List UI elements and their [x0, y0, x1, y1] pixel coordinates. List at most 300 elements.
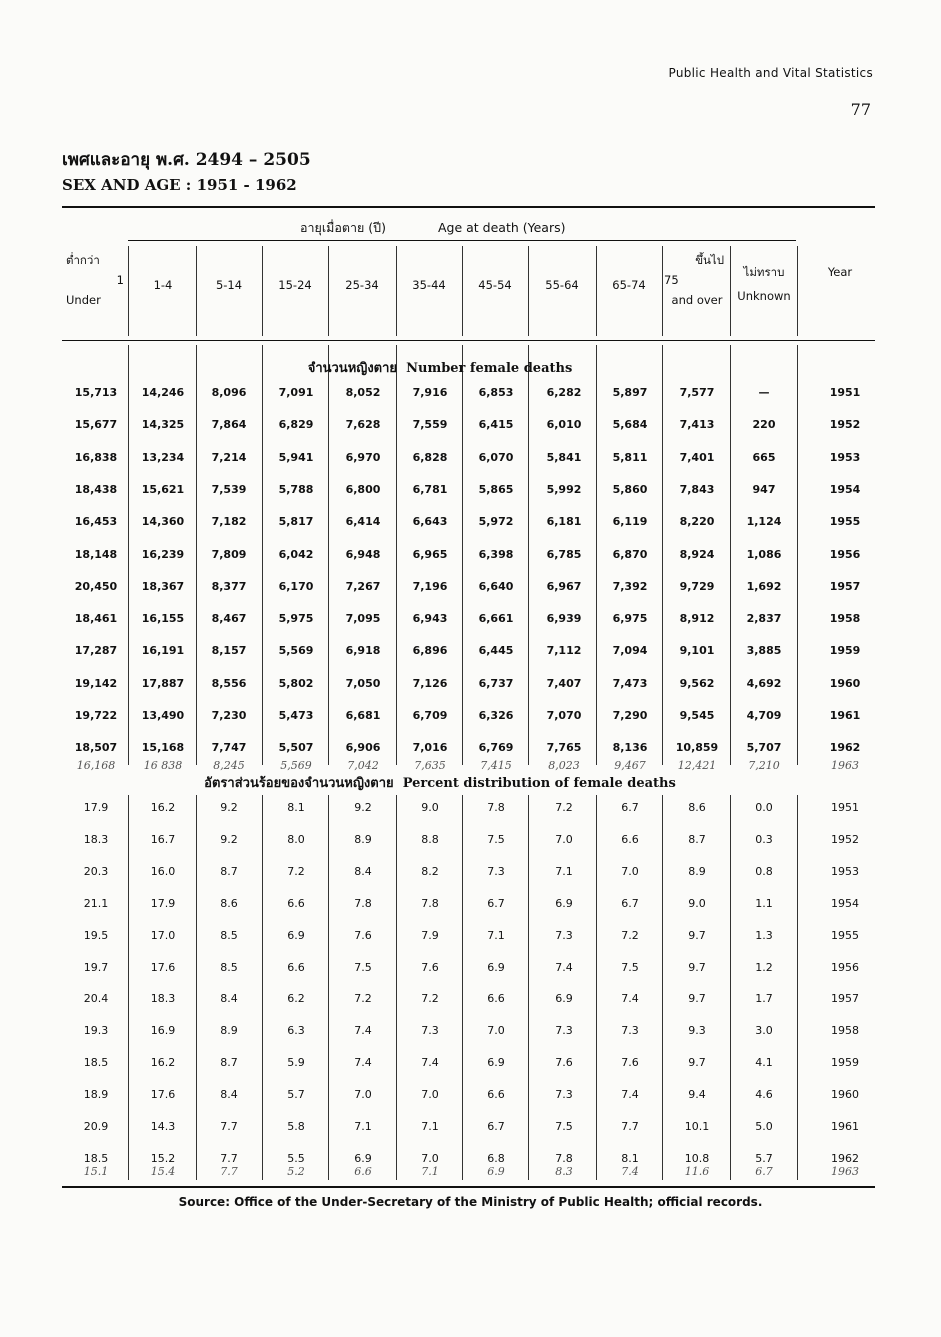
percent-row-cell: 17.6 — [150, 960, 176, 974]
percent-row-cell: 7.8 — [555, 1151, 573, 1165]
handwritten-percent-row-cell: 5.2 — [287, 1165, 305, 1178]
percent-row-cell: 0.0 — [755, 801, 773, 814]
number-row-cell: 6,737 — [478, 676, 514, 690]
number-row-cell: 6,965 — [412, 547, 448, 561]
number-row-cell: 9,545 — [679, 709, 715, 722]
column-header-5-14: 5-14 — [215, 278, 243, 292]
percent-row-cell: 7.1 — [555, 864, 573, 878]
number-row-cell: 8,052 — [345, 386, 381, 399]
column-separator — [328, 345, 329, 765]
percent-row-cell: 6.9 — [555, 896, 573, 910]
number-row-cell: 1952 — [829, 418, 861, 432]
percent-row-cell: 7.3 — [421, 1024, 439, 1038]
number-row-cell: 5,473 — [278, 709, 314, 722]
number-row-cell: 6,970 — [345, 450, 381, 464]
handwritten-number-row-cell: 7,635 — [414, 759, 446, 772]
number-row-cell: 6,975 — [612, 612, 648, 626]
number-row-cell: 15,677 — [74, 418, 118, 432]
percent-row-cell: 9.7 — [688, 960, 706, 974]
number-row-cell: 5,802 — [278, 676, 314, 690]
column-separator — [128, 345, 129, 765]
number-row-cell: 5,707 — [746, 741, 782, 755]
number-row-cell: 5,811 — [612, 450, 648, 464]
column-header-1-4: 1-4 — [153, 278, 173, 292]
percent-row-cell: 8.7 — [220, 1056, 238, 1070]
number-row-cell: 7,267 — [345, 579, 381, 593]
handwritten-number-row-cell: 8,023 — [548, 759, 580, 772]
percent-row-cell: 10.1 — [684, 1120, 710, 1133]
percent-row-cell: 15.2 — [150, 1151, 176, 1165]
number-row-cell: 2,837 — [746, 612, 782, 626]
percent-row-cell: 17.6 — [150, 1088, 176, 1102]
column-header-65-74: 65-74 — [612, 278, 646, 292]
number-row-cell: 18,148 — [74, 547, 118, 561]
percent-row-cell: 1962 — [831, 1151, 859, 1165]
percent-row-cell: 10.8 — [684, 1151, 710, 1165]
number-row-cell: 1,086 — [746, 547, 782, 561]
percent-row-cell: 21.1 — [83, 896, 109, 910]
number-row-cell: 947 — [752, 482, 776, 496]
page-number: 77 — [850, 100, 871, 119]
percent-row-cell: 7.5 — [487, 832, 505, 846]
number-row-cell: 5,941 — [278, 450, 314, 464]
percent-row-cell: 6.8 — [487, 1151, 505, 1165]
percent-row-cell: 7.8 — [421, 896, 439, 910]
number-row-cell: 6,769 — [478, 741, 514, 755]
column-separator — [462, 345, 463, 765]
number-row-cell: 1951 — [829, 386, 861, 399]
percent-row-cell: 7.5 — [621, 960, 639, 974]
number-row-cell: 18,507 — [74, 741, 118, 755]
number-row-cell: 1955 — [829, 515, 861, 529]
header-bottom-rule — [62, 340, 875, 341]
number-row-cell: 1,124 — [746, 515, 782, 529]
percent-row-cell: 7.4 — [621, 992, 639, 1006]
column-separator — [528, 345, 529, 765]
number-row-cell: 6,781 — [412, 482, 448, 496]
column-separator — [396, 345, 397, 765]
percent-row-cell: 1953 — [831, 864, 859, 878]
percent-row-cell: 7.0 — [487, 1024, 505, 1038]
percent-row-cell: 8.9 — [220, 1024, 238, 1038]
number-row-cell: 13,234 — [141, 450, 185, 464]
percent-row-cell: 8.5 — [220, 928, 238, 942]
number-row-cell: 7,765 — [546, 741, 582, 755]
number-row-cell: 16,838 — [74, 450, 118, 464]
percent-row-cell: 7.4 — [555, 960, 573, 974]
percent-row-cell: 7.1 — [354, 1120, 372, 1133]
percent-row-cell: 20.9 — [83, 1120, 109, 1133]
handwritten-percent-row-cell: 6.6 — [354, 1165, 372, 1178]
percent-row-cell: 16.0 — [150, 864, 176, 878]
number-row-cell: 7,112 — [546, 644, 582, 658]
percent-row-cell: 7.7 — [220, 1151, 238, 1165]
number-row-cell: 6,939 — [546, 612, 582, 626]
number-row-cell: 5,788 — [278, 482, 314, 496]
percent-row-cell: 6.9 — [555, 992, 573, 1006]
number-row-cell: 8,556 — [211, 676, 247, 690]
column-header-15-24: 15-24 — [278, 278, 312, 292]
percent-row-cell: 20.3 — [83, 864, 109, 878]
percent-row-cell: 7.7 — [621, 1120, 639, 1133]
percent-row-cell: 9.7 — [688, 1056, 706, 1070]
group-heading-rule — [128, 240, 796, 241]
number-row-cell: 8,377 — [211, 579, 247, 593]
number-row-cell: 7,539 — [211, 482, 247, 496]
number-row-cell: 7,843 — [679, 482, 715, 496]
handwritten-percent-row-cell: 8.3 — [555, 1165, 573, 1178]
number-row-cell: 15,621 — [141, 482, 185, 496]
number-row-cell: 6,010 — [546, 418, 582, 432]
percent-row-cell: 17.9 — [83, 801, 109, 814]
percent-row-cell: 1951 — [831, 801, 859, 814]
number-row-cell: 14,246 — [141, 386, 185, 399]
number-row-cell: 1961 — [829, 709, 861, 722]
percent-row-cell: 1954 — [831, 896, 859, 910]
column-separator — [730, 795, 731, 1180]
number-row-cell: 19,722 — [74, 709, 118, 722]
number-row-cell: 7,864 — [211, 418, 247, 432]
handwritten-percent-row-cell: 6.7 — [755, 1165, 773, 1178]
number-row-cell: 6,918 — [345, 644, 381, 658]
number-row-cell: 6,414 — [345, 515, 381, 529]
percent-row-cell: 7.5 — [354, 960, 372, 974]
column-separator — [128, 795, 129, 1180]
number-row-cell: 15,168 — [141, 741, 185, 755]
percent-row-cell: 1955 — [831, 928, 859, 942]
number-row-cell: 5,897 — [612, 386, 648, 399]
number-row-cell: 1959 — [829, 644, 861, 658]
percent-row-cell: 6.7 — [487, 1120, 505, 1133]
number-row-cell: 7,809 — [211, 547, 247, 561]
percent-row-cell: 9.4 — [688, 1088, 706, 1102]
number-row-cell: 6,445 — [478, 644, 514, 658]
table-top-rule — [62, 206, 875, 208]
column-separator — [797, 795, 798, 1180]
number-row-cell: 17,887 — [141, 676, 185, 690]
percent-row-cell: 19.5 — [83, 928, 109, 942]
number-row-cell: 9,101 — [679, 644, 715, 658]
number-row-cell: 6,829 — [278, 418, 314, 432]
number-row-cell: 6,181 — [546, 515, 582, 529]
handwritten-percent-row-cell: 6.9 — [487, 1165, 505, 1178]
percent-row-cell: 5.0 — [755, 1120, 773, 1133]
number-row-cell: 7,016 — [412, 741, 448, 755]
percent-row-cell: 7.8 — [354, 896, 372, 910]
percent-row-cell: 7.4 — [621, 1088, 639, 1102]
percent-row-cell: 8.1 — [621, 1151, 639, 1165]
percent-row-cell: 8.7 — [688, 832, 706, 846]
percent-row-cell: 8.1 — [287, 801, 305, 814]
number-row-cell: 6,282 — [546, 386, 582, 399]
percent-row-cell: 16.2 — [150, 1056, 176, 1070]
number-row-cell: 7,916 — [412, 386, 448, 399]
percent-row-cell: 7.6 — [621, 1056, 639, 1070]
number-row-cell: 5,817 — [278, 515, 314, 529]
percent-row-cell: 7.5 — [555, 1120, 573, 1133]
percent-row-cell: 1.3 — [755, 928, 773, 942]
percent-row-cell: 5.7 — [287, 1088, 305, 1102]
percent-row-cell: 6.2 — [287, 992, 305, 1006]
number-row-cell: 6,948 — [345, 547, 381, 561]
number-row-cell: 6,896 — [412, 644, 448, 658]
column-header-55-64: 55-64 — [545, 278, 579, 292]
number-row-cell: 5,992 — [546, 482, 582, 496]
number-row-cell: 8,096 — [211, 386, 247, 399]
percent-row-cell: 6.9 — [354, 1151, 372, 1165]
number-row-cell: 6,661 — [478, 612, 514, 626]
percent-row-cell: 7.3 — [487, 864, 505, 878]
number-row-cell: 8,220 — [679, 515, 715, 529]
percent-row-cell: 7.3 — [621, 1024, 639, 1038]
number-row-cell: 8,467 — [211, 612, 247, 626]
percent-row-cell: 7.0 — [354, 1088, 372, 1102]
column-separator — [328, 795, 329, 1180]
column-header-year: Year — [827, 265, 853, 279]
number-row-cell: 19,142 — [74, 676, 118, 690]
percent-row-cell: 8.4 — [220, 1088, 238, 1102]
percent-row-cell: 6.3 — [287, 1024, 305, 1038]
percent-row-cell: 16.7 — [150, 832, 176, 846]
handwritten-number-row-cell: 7,210 — [748, 759, 780, 772]
number-row-cell: 7,413 — [679, 418, 715, 432]
column-separator — [262, 345, 263, 765]
number-row-cell: 5,972 — [478, 515, 514, 529]
handwritten-percent-row-cell: 11.6 — [684, 1165, 710, 1178]
percent-row-cell: 7.2 — [287, 864, 305, 878]
number-row-cell: 7,407 — [546, 676, 582, 690]
number-row-cell: 14,325 — [141, 418, 185, 432]
percent-row-cell: 7.6 — [354, 928, 372, 942]
number-row-cell: 7,392 — [612, 579, 648, 593]
percent-row-cell: 17.0 — [150, 928, 176, 942]
table-title-thai: เพศและอายุ พ.ศ. 2494 – 2505 — [62, 150, 311, 170]
number-row-cell: 6,828 — [412, 450, 448, 464]
percent-row-cell: 3.0 — [755, 1024, 773, 1038]
column-separator — [730, 246, 731, 336]
percent-row-cell: 8.0 — [287, 832, 305, 846]
percent-row-cell: 1957 — [831, 992, 859, 1006]
number-row-cell: 6,681 — [345, 709, 381, 722]
number-row-cell: 18,367 — [141, 579, 185, 593]
percent-row-cell: 16.9 — [150, 1024, 176, 1038]
number-row-cell: 1957 — [829, 579, 861, 593]
number-row-cell: 5,684 — [612, 418, 648, 432]
percent-row-cell: 7.4 — [354, 1024, 372, 1038]
number-row-cell: 20,450 — [74, 579, 118, 593]
number-row-cell: 5,975 — [278, 612, 314, 626]
number-row-cell: 18,461 — [74, 612, 118, 626]
column-separator — [528, 795, 529, 1180]
percent-row-cell: 9.2 — [220, 832, 238, 846]
number-row-cell: 16,155 — [141, 612, 185, 626]
percent-row-cell: 18.3 — [150, 992, 176, 1006]
percent-row-cell: 8.4 — [354, 864, 372, 878]
number-row-cell: 1962 — [829, 741, 861, 755]
percent-row-cell: 8.4 — [220, 992, 238, 1006]
number-row-cell: 7,401 — [679, 450, 715, 464]
number-row-cell: 7,091 — [278, 386, 314, 399]
number-row-cell: 7,196 — [412, 579, 448, 593]
percent-row-cell: 7.3 — [555, 1088, 573, 1102]
percent-row-cell: 7.2 — [621, 928, 639, 942]
column-separator — [730, 345, 731, 765]
number-row-cell: 6,170 — [278, 579, 314, 593]
percent-row-cell: 6.7 — [621, 896, 639, 910]
percent-row-cell: 8.9 — [688, 864, 706, 878]
percent-row-cell: 8.6 — [688, 801, 706, 814]
handwritten-number-row-cell: 7,042 — [347, 759, 379, 772]
percent-row-cell: 4.1 — [755, 1056, 773, 1070]
percent-row-cell: 0.8 — [755, 864, 773, 878]
percent-row-cell: 9.0 — [688, 896, 706, 910]
handwritten-number-row-cell: 1963 — [831, 759, 859, 772]
number-row-cell: 1956 — [829, 547, 861, 561]
number-row-cell: 1953 — [829, 450, 861, 464]
number-row-cell: 7,182 — [211, 515, 247, 529]
number-row-cell: 7,230 — [211, 709, 247, 722]
number-row-cell: 14,360 — [141, 515, 185, 529]
table-bottom-rule — [62, 1186, 875, 1188]
number-row-cell: 6,398 — [478, 547, 514, 561]
number-row-cell: 7,050 — [345, 676, 381, 690]
number-row-cell: 6,640 — [478, 579, 514, 593]
handwritten-percent-row-cell: 15.4 — [150, 1165, 176, 1178]
percent-row-cell: 7.1 — [421, 1120, 439, 1133]
percent-row-cell: 9.3 — [688, 1024, 706, 1038]
percent-row-cell: 19.3 — [83, 1024, 109, 1038]
column-separator — [662, 795, 663, 1180]
percent-row-cell: 7.2 — [421, 992, 439, 1006]
percent-row-cell: 7.7 — [220, 1120, 238, 1133]
number-row-cell: 16,239 — [141, 547, 185, 561]
percent-row-cell: 6.6 — [487, 992, 505, 1006]
percent-row-cell: 7.3 — [555, 928, 573, 942]
percent-row-cell: 1959 — [831, 1056, 859, 1070]
number-row-cell: 8,912 — [679, 612, 715, 626]
percent-row-cell: 1958 — [831, 1024, 859, 1038]
percent-row-cell: 7.4 — [421, 1056, 439, 1070]
percent-row-cell: 8.6 — [220, 896, 238, 910]
column-header-under-1: ต่ำกว่า 1 Under — [66, 253, 124, 307]
number-row-cell: 6,906 — [345, 741, 381, 755]
percent-row-cell: 5.5 — [287, 1151, 305, 1165]
number-row-cell: 4,692 — [746, 676, 782, 690]
section-number-female-deaths: จำนวนหญิงตาย Number female deaths — [307, 361, 573, 376]
percent-row-cell: 18.5 — [83, 1151, 109, 1165]
number-row-cell: 6,415 — [478, 418, 514, 432]
percent-row-cell: 1960 — [831, 1088, 859, 1102]
percent-row-cell: 5.9 — [287, 1056, 305, 1070]
number-row-cell: 16,453 — [74, 515, 118, 529]
handwritten-number-row-cell: 8,245 — [213, 759, 245, 772]
number-row-cell: 7,577 — [679, 386, 715, 399]
percent-row-cell: 6.6 — [487, 1088, 505, 1102]
percent-row-cell: 7.3 — [555, 1024, 573, 1038]
percent-row-cell: 6.7 — [621, 801, 639, 814]
percent-row-cell: 1.2 — [755, 960, 773, 974]
number-row-cell: 1960 — [829, 676, 861, 690]
percent-row-cell: 1.7 — [755, 992, 773, 1006]
column-separator — [662, 345, 663, 765]
percent-row-cell: 7.2 — [354, 992, 372, 1006]
percent-row-cell: 7.6 — [421, 960, 439, 974]
number-row-cell: 7,214 — [211, 450, 247, 464]
number-row-cell: 6,943 — [412, 612, 448, 626]
number-row-cell: 7,290 — [612, 709, 648, 722]
number-row-cell: 6,119 — [612, 515, 648, 529]
percent-row-cell: 7.0 — [421, 1088, 439, 1102]
column-separator — [596, 795, 597, 1180]
number-row-cell: 8,157 — [211, 644, 247, 658]
number-row-cell: 15,713 — [74, 386, 118, 399]
number-row-cell: 1954 — [829, 482, 861, 496]
number-row-cell: 13,490 — [141, 709, 185, 722]
percent-row-cell: 8.7 — [220, 864, 238, 878]
column-separator — [196, 795, 197, 1180]
percent-row-cell: 4.6 — [755, 1088, 773, 1102]
column-separator — [797, 345, 798, 765]
percent-row-cell: 18.5 — [83, 1056, 109, 1070]
number-row-cell: 6,800 — [345, 482, 381, 496]
percent-row-cell: 9.7 — [688, 992, 706, 1006]
column-header-unknown: ไม่ทราบ Unknown — [737, 265, 791, 303]
percent-row-cell: 9.0 — [421, 801, 439, 814]
percent-row-cell: 6.7 — [487, 896, 505, 910]
number-row-cell: 5,841 — [546, 450, 582, 464]
percent-row-cell: 7.0 — [555, 832, 573, 846]
age-at-death-heading — [300, 218, 565, 238]
number-row-cell: 3,885 — [746, 644, 782, 658]
percent-row-cell: 7.6 — [555, 1056, 573, 1070]
percent-row-cell: 6.6 — [621, 832, 639, 846]
percent-row-cell: 16.2 — [150, 801, 176, 814]
handwritten-percent-row-cell: 1963 — [831, 1165, 859, 1178]
percent-row-cell: 6.6 — [287, 896, 305, 910]
section-percent-distribution: อัตราส่วนร้อยของจำนวนหญิงตาย Percent distribution of female deaths — [204, 776, 676, 791]
number-row-cell: — — [758, 386, 770, 399]
number-row-cell: 220 — [752, 418, 776, 432]
percent-row-cell: 19.7 — [83, 960, 109, 974]
percent-row-cell: 7.0 — [421, 1151, 439, 1165]
number-row-cell: 6,853 — [478, 386, 514, 399]
number-row-cell: 7,628 — [345, 418, 381, 432]
percent-row-cell: 9.2 — [354, 801, 372, 814]
number-row-cell: 5,865 — [478, 482, 514, 496]
number-row-cell: 7,559 — [412, 418, 448, 432]
number-row-cell: 7,473 — [612, 676, 648, 690]
handwritten-percent-row-cell: 7.7 — [220, 1165, 238, 1178]
percent-row-cell: 6.9 — [487, 1056, 505, 1070]
column-separator — [797, 246, 798, 336]
column-separator — [462, 795, 463, 1180]
column-separator — [196, 345, 197, 765]
column-separator — [128, 246, 129, 336]
number-row-cell: 6,967 — [546, 579, 582, 593]
percent-row-cell: 1961 — [831, 1120, 859, 1133]
source-note: Source: Office of the Under-Secretary of the Ministry of Public Health; official records. — [178, 1195, 763, 1209]
percent-row-cell: 7.2 — [555, 801, 573, 814]
number-row-cell: 6,070 — [478, 450, 514, 464]
percent-row-cell: 6.9 — [487, 960, 505, 974]
age-heading-english: Age at death (Years) — [437, 220, 566, 235]
percent-row-cell: 0.3 — [755, 832, 773, 846]
column-separator — [396, 795, 397, 1180]
handwritten-number-row-cell: 7,415 — [480, 759, 512, 772]
number-row-cell: 5,507 — [278, 741, 314, 755]
column-header-45-54: 45-54 — [478, 278, 512, 292]
percent-row-cell: 8.8 — [421, 832, 439, 846]
